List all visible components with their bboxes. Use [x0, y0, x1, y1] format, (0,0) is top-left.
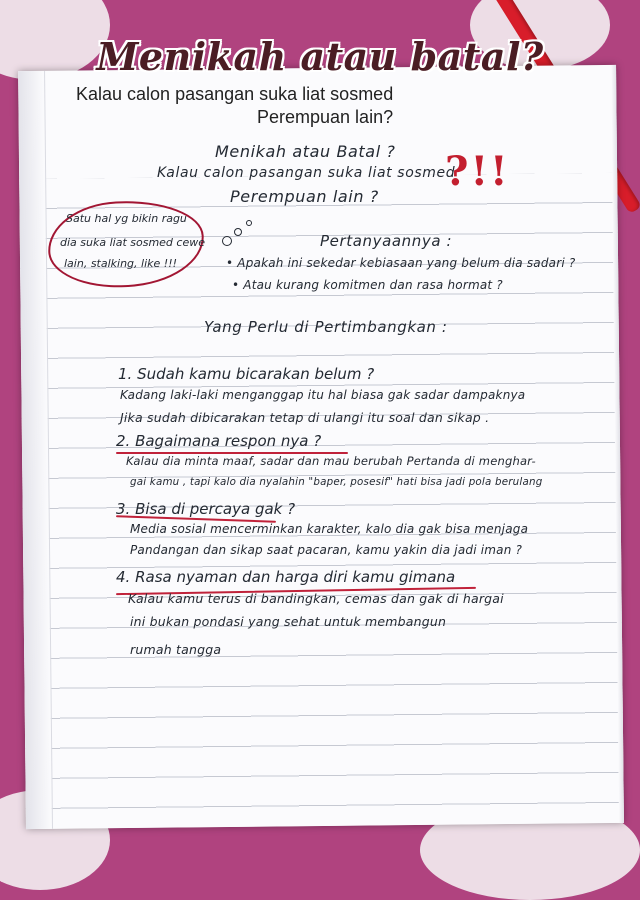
- point-4-line1: Kalau kamu terus di bandingkan, cemas dan gak di hargai: [128, 591, 504, 606]
- point-2-line2: gai kamu , tapi kalo dia nyalahin "baper, posesif" hati bisa jadi pola berulang: [130, 476, 543, 488]
- point-4-line2: ini bukan pondasi yang sehat untuk membangun: [130, 614, 447, 629]
- point-3-line2: Pandangan dan sikap saat pacaran, kamu yakin dia jadi iman ?: [130, 543, 523, 557]
- point-2-heading: 2. Bagaimana respon nya ?: [116, 432, 322, 450]
- point-4-heading: 4. Rasa nyaman dan harga diri kamu gimana: [116, 568, 456, 586]
- bubble-line2: dia suka liat sosmed cewe: [60, 236, 205, 249]
- point-1-heading: 1. Sudah kamu bicarakan belum ?: [118, 365, 375, 383]
- question-item-2: • Atau kurang komitmen dan rasa hormat ?: [232, 278, 503, 292]
- point-1-line2: Jika sudah dibicarakan tetap di ulangi itu soal dan sikap .: [120, 410, 490, 425]
- note-heading-line1: Menikah atau Batal ?: [215, 142, 396, 161]
- point-2-line1: Kalau dia minta maaf, sadar dan mau berubah Pertanda di menghar-: [126, 454, 536, 468]
- point-3-heading: 3. Bisa di percaya gak ?: [116, 500, 296, 518]
- point-3-line1: Media sosial mencerminkan karakter, kalo dia gak bisa menjaga: [130, 522, 529, 536]
- overlay-subtitle-line2: Perempuan lain?: [257, 107, 394, 127]
- note-heading-line2: Kalau calon pasangan suka liat sosmed: [157, 165, 456, 181]
- note-heading-line3: Perempuan lain ?: [230, 187, 379, 206]
- question-item-1: • Apakah ini sekedar kebiasaan yang belum dia sadari ?: [226, 256, 576, 270]
- point-4-line3: rumah tangga: [130, 642, 222, 657]
- overlay-subtitle-line1: Kalau calon pasangan suka liat sosmed: [76, 84, 394, 104]
- questions-label: Pertanyaannya :: [320, 232, 453, 250]
- bubble-line1: Satu hal yg bikin ragu: [66, 212, 187, 225]
- overlay-title: Menikah atau batal?: [96, 34, 544, 79]
- exclamation-marks: ?!!: [445, 148, 510, 195]
- bubble-line3: lain, stalking, like !!!: [64, 257, 178, 270]
- point-1-line1: Kadang laki-laki menganggap itu hal biasa gak sadar dampaknya: [120, 388, 526, 402]
- consider-title: Yang Perlu di Pertimbangkan :: [204, 318, 448, 336]
